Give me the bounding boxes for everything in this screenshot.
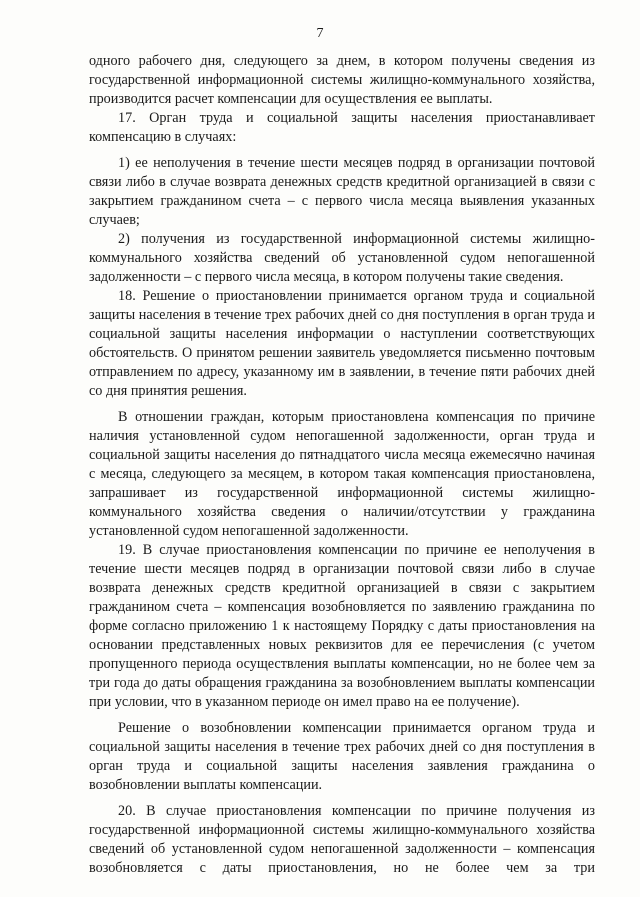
paragraph-18: 18. Решение о приостановлении принимается органом труда и социальной защиты населения в течение трех рабочих дней со дня поступления в орган труда и социальной защиты населения информации о наступлении соответствующих обстоятельств. О принятом решении заявитель уведомляется письменно почтовым отправлением по адресу, указанному им в заявлении, в течение пяти рабочих дней со дня принятия решения. bbox=[89, 288, 595, 399]
page-number: 7 bbox=[316, 26, 324, 41]
paragraph-19: 19. В случае приостановления компенсации по причине ее неполучения в течение шести месяцев подряд в организации почтовой связи либо в случае возврата денежных средств кредитной организацией в связи с закрытием гражданином счета – компенсация возобновляется по заявлению гражданина по форме согласно приложению 1 к настоящему Порядку с даты приостановления на основании представленных новых реквизитов для ее перечисления (с учетом пропущенного периода осуществления выплаты компенсации, но не более чем за три года до даты обращения гражданина за возобновлением выплаты компенсации при условии, что в указанном периоде он имел право на ее получение). bbox=[89, 542, 595, 710]
paragraph-18-continuation: В отношении граждан, которым приостановлена компенсация по причине наличия установленной судом непогашенной задолженности, орган труда и социальной защиты населения до пятнадцатого числа месяца ежемесячно начиная с месяца, следующего за месяцем, в котором такая компенсация приостановлена, запрашивает из государственной информационной системы жилищно-коммунального хозяйства сведения о наличии/отсутствии у гражданина установленной судом непогашенной задолженности. bbox=[89, 409, 595, 539]
paragraph-continuation: одного рабочего дня, следующего за днем, в котором получены сведения из государственной информационной системы жилищно-коммунального хозяйства, производится расчет компенсации для осуществления ее выплаты. bbox=[89, 53, 595, 107]
paragraph-19-continuation: Решение о возобновлении компенсации принимается органом труда и социальной защиты населения в течение трех рабочих дней со дня поступления в орган труда и социальной защиты населения заявления гражданина о возобновлении выплаты компенсации. bbox=[89, 720, 595, 793]
paragraph-20: 20. В случае приостановления компенсации по причине получения из государственной информационной системы жилищно-коммунального хозяйства сведений об установленной судом непогашенной задолженности – компенсация возобновляется с даты приостановления, но не более чем за три bbox=[89, 803, 595, 876]
document-body bbox=[89, 52, 595, 878]
paragraph-17: 17. Орган труда и социальной защиты населения приостанавливает компенсацию в случаях: bbox=[89, 110, 595, 145]
paragraph-17-item-2: 2) получения из государственной информационной системы жилищно-коммунального хозяйства сведений об установленной судом непогашенной задолженности – с первого числа месяца, в котором получены такие сведения. bbox=[89, 231, 595, 285]
paragraph-17-item-1: 1) ее неполучения в течение шести месяцев подряд в организации почтовой связи либо в случае возврата денежных средств кредитной организацией в связи с закрытием гражданином счета – с первого числа месяца выявления указанных случаев; bbox=[89, 155, 595, 228]
